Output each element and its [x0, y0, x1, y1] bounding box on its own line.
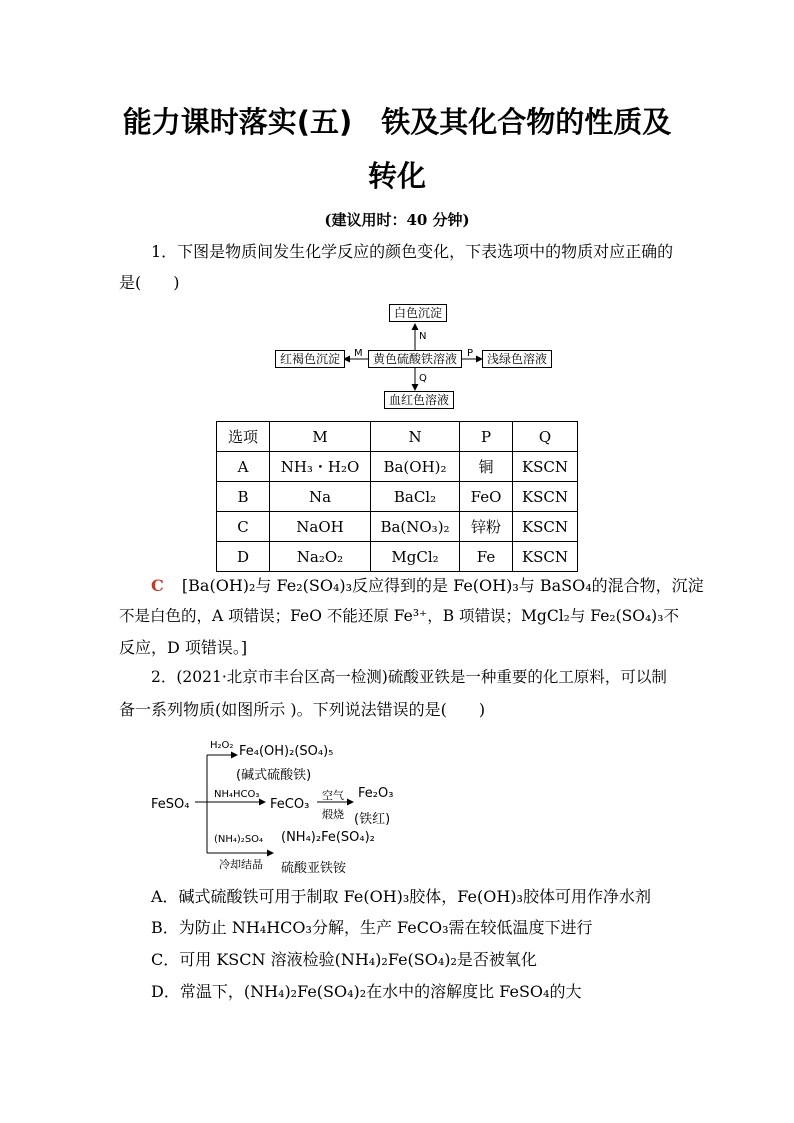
q2-option-a: A．碱式硫酸铁可用于制取 Fe(OH)₃胶体，Fe(OH)₃胶体可用作净水剂: [151, 887, 651, 906]
table-header-cell: N: [371, 422, 460, 452]
table-row: [217, 542, 578, 572]
table-cell: Ba(OH)₂: [371, 452, 460, 482]
table-row: [217, 512, 578, 542]
table-cell: B: [217, 482, 270, 512]
q1-explanation-line-2: 不是白色的，A 项错误；FeO 不能还原 Fe³⁺，B 项错误；MgCl₂与 Fe₂(SO₄)₃不: [119, 607, 679, 625]
q1-stem-line-1: 1．下图是物质间发生化学反应的颜色变化，下表选项中的物质对应正确的: [151, 242, 674, 261]
diagram-name-iron-red: (铁红): [354, 812, 391, 827]
table-row: [217, 482, 578, 512]
q1-explanation-line-3: 反应，D 项错误。]: [119, 638, 248, 657]
table-header-cell: Q: [513, 422, 578, 452]
diagram-right-light-green-solution: 浅绿色溶液: [482, 350, 552, 368]
diagram-condition-air: 空气: [322, 789, 344, 802]
table-header-cell: 选项: [217, 422, 270, 452]
diagram-reagent-ammonium-sulfate: (NH₄)₂SO₄: [214, 834, 264, 845]
diagram-product-fe2o3: Fe₂O₃: [358, 786, 394, 801]
table-cell: KSCN: [513, 542, 578, 572]
diagram-label-p: P: [467, 348, 474, 359]
q2-stem-line-2: 备一系列物质(如图所示 )。下列说法错误的是( ): [119, 700, 486, 719]
q2-option-d: D．常温下，(NH₄)₂Fe(SO₄)₂在水中的溶解度比 FeSO₄的大: [151, 982, 582, 1001]
table-cell: BaCl₂: [371, 482, 460, 512]
q2-option-b: B．为防止 NH₄HCO₃分解，生产 FeCO₃需在较低温度下进行: [151, 918, 593, 937]
table-cell: 锌粉: [460, 512, 513, 542]
diagram-bottom-blood-red-solution: 血红色溶液: [384, 391, 454, 409]
table-cell: 铜: [460, 452, 513, 482]
table-header-row: [217, 422, 578, 452]
page-title-line-1: 能力课时落实(五) 铁及其化合物的性质及: [122, 105, 672, 139]
table-row: [217, 452, 578, 482]
table-cell: NaOH: [270, 512, 371, 542]
table-cell: Na: [270, 482, 371, 512]
diagram-left-red-brown-precipitate: 红褐色沉淀: [275, 350, 345, 368]
q1-explanation-line-1: [151, 578, 704, 594]
suggested-time: (建议用时：40 分钟): [324, 211, 470, 229]
diagram-name-mohr-salt: 硫酸亚铁铵: [281, 861, 347, 876]
table-cell: C: [217, 512, 270, 542]
table-cell: Na₂O₂: [270, 542, 371, 572]
diagram-condition-calcine: 煅烧: [322, 808, 344, 821]
diagram-reagent-h2o2: H₂O₂: [210, 740, 234, 751]
diagram-name-basic-ferric-sulfate: (碱式硫酸铁): [236, 768, 312, 783]
page-title-line-2: 转化: [367, 159, 426, 193]
diagram-product-basic-ferric-sulfate: Fe₄(OH)₂(SO₄)₅: [239, 744, 334, 759]
table-cell: Fe: [460, 542, 513, 572]
q1-answer-letter: C: [151, 576, 164, 595]
diagram-label-q: Q: [419, 373, 427, 384]
table-cell: Ba(NO₃)₂: [371, 512, 460, 542]
table-cell: KSCN: [513, 452, 578, 482]
table-cell: KSCN: [513, 512, 578, 542]
diagram-reagent-nh4hco3: NH₄HCO₃: [214, 789, 260, 800]
q2-stem-line-1: 2．(2021·北京市丰台区高一检测)硫酸亚铁是一种重要的化工原料，可以制: [151, 668, 667, 686]
q1-stem-line-2: 是( ): [119, 273, 180, 292]
q2-option-c: C．可用 KSCN 溶液检验(NH₄)₂Fe(SO₄)₂是否被氧化: [151, 950, 537, 969]
table-cell: FeO: [460, 482, 513, 512]
diagram-top-white-precipitate: 白色沉淀: [389, 304, 447, 322]
table-cell: MgCl₂: [371, 542, 460, 572]
diagram-product-mohr-salt: (NH₄)₂Fe(SO₄)₂: [281, 830, 375, 845]
diagram-label-n: N: [419, 331, 427, 342]
table-cell: A: [217, 452, 270, 482]
table-cell: KSCN: [513, 482, 578, 512]
table-header-cell: M: [270, 422, 371, 452]
table-header-cell: P: [460, 422, 513, 452]
q1-options-table: [216, 421, 578, 572]
diagram-start-feso4: FeSO₄: [151, 797, 190, 812]
q1-explanation-text-1: [Ba(OH)₂与 Fe₂(SO₄)₃反应得到的是 Fe(OH)₃与 BaSO₄的混合物，沉淀: [181, 576, 704, 595]
diagram-center-ferric-sulfate: 黄色硫酸铁溶液: [368, 350, 462, 368]
diagram-product-feco3: FeCO₃: [270, 797, 310, 812]
table-cell: NH₃・H₂O: [270, 452, 371, 482]
table-cell: D: [217, 542, 270, 572]
diagram-label-m: M: [354, 348, 363, 359]
diagram-condition-crystallize: 冷却结晶: [219, 858, 263, 871]
